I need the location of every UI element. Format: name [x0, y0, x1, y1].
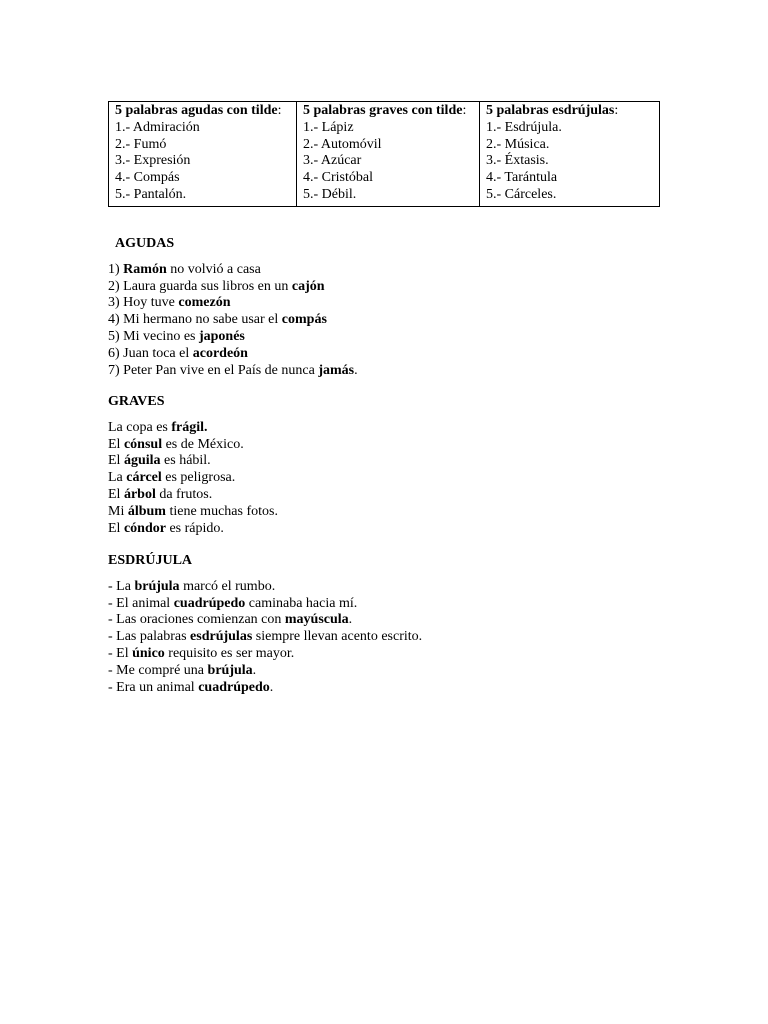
- example-sentence: 6) Juan toca el acordeón: [108, 345, 248, 361]
- section-heading: ESDRÚJULA: [108, 553, 193, 568]
- esdrujulas-column: [480, 102, 660, 207]
- list-item: 1.- Admiración: [115, 119, 200, 135]
- list-item: 2.- Automóvil: [303, 136, 382, 152]
- list-item: 1.- Esdrújula.: [486, 119, 562, 135]
- column-header: 5 palabras agudas con tilde:: [115, 103, 282, 118]
- agudas-section: [108, 236, 358, 379]
- table-row: [109, 102, 660, 207]
- list-item: 4.- Tarántula: [486, 170, 558, 186]
- example-sentence: 5) Mi vecino es japonés: [108, 328, 245, 344]
- esdrujula-section: [108, 553, 422, 696]
- graves-column: [297, 102, 480, 207]
- example-sentence: 3) Hoy tuve comezón: [108, 295, 231, 311]
- list-item: 5.- Cárceles.: [486, 186, 557, 202]
- graves-section: [108, 394, 278, 537]
- example-sentence: 2) Laura guarda sus libros en un cajón: [108, 278, 325, 294]
- example-sentence: - La brújula marcó el rumbo.: [108, 578, 276, 594]
- example-sentence: El águila es hábil.: [108, 453, 211, 469]
- list-item: 4.- Cristóbal: [303, 170, 373, 186]
- example-sentence: La copa es frágil.: [108, 419, 208, 435]
- list-item: 3.- Expresión: [115, 153, 191, 169]
- agudas-column: [109, 102, 297, 207]
- list-item: 3.- Éxtasis.: [486, 153, 549, 169]
- example-sentence: - Era un animal cuadrúpedo.: [108, 679, 274, 695]
- words-table: [108, 101, 660, 207]
- example-sentence: Mi álbum tiene muchas fotos.: [108, 503, 278, 519]
- list-item: 5.- Débil.: [303, 186, 357, 202]
- list-item: 2.- Música.: [486, 136, 550, 152]
- example-sentence: El árbol da frutos.: [108, 486, 213, 502]
- column-header: 5 palabras esdrújulas:: [486, 103, 619, 118]
- list-item: 2.- Fumó: [115, 136, 167, 152]
- example-sentence: 7) Peter Pan vive en el País de nunca jamás.: [108, 362, 358, 378]
- example-sentence: - Las oraciones comienzan con mayúscula.: [108, 612, 353, 628]
- example-sentence: - El único requisito es ser mayor.: [108, 645, 295, 661]
- example-sentence: - El animal cuadrúpedo caminaba hacia mí.: [108, 595, 358, 611]
- column-header: 5 palabras graves con tilde:: [303, 103, 467, 118]
- list-item: 5.- Pantalón.: [115, 186, 187, 202]
- list-item: 4.- Compás: [115, 170, 180, 186]
- example-sentence: 4) Mi hermano no sabe usar el compás: [108, 312, 327, 328]
- example-sentence: El cóndor es rápido.: [108, 520, 224, 536]
- example-sentence: - Me compré una brújula.: [108, 662, 257, 678]
- example-sentence: 1) Ramón no volvió a casa: [108, 261, 261, 277]
- example-sentence: La cárcel es peligrosa.: [108, 470, 236, 486]
- example-sentence: - Las palabras esdrújulas siempre llevan acento escrito.: [108, 629, 423, 645]
- list-item: 1.- Lápiz: [303, 119, 354, 135]
- list-item: 3.- Azúcar: [303, 153, 362, 169]
- section-heading: GRAVES: [108, 394, 165, 409]
- section-heading: AGUDAS: [115, 236, 175, 251]
- example-sentence: El cónsul es de México.: [108, 436, 244, 452]
